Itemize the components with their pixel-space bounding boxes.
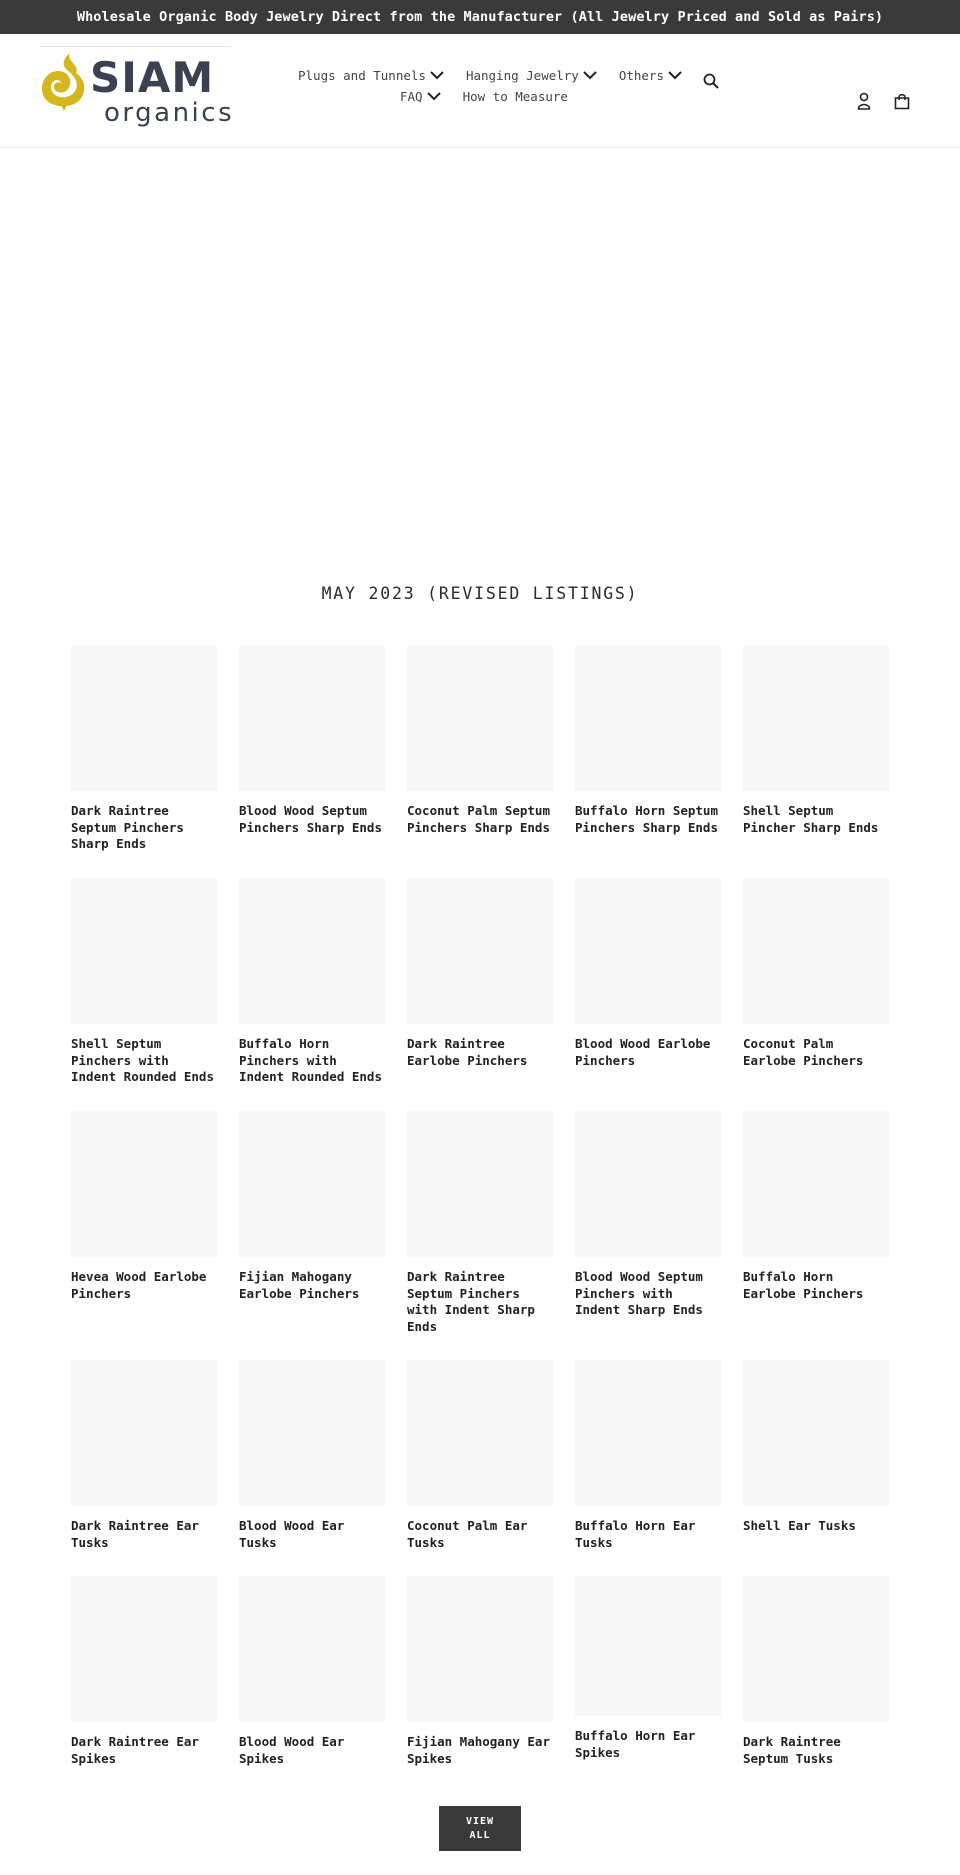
product-title[interactable]: Shell Septum Pinchers with Indent Rounded Ends xyxy=(71,1036,214,1084)
nav-label: Plugs and Tunnels xyxy=(298,68,426,83)
product-image[interactable] xyxy=(407,878,553,1024)
product-image[interactable] xyxy=(743,1111,889,1257)
product-image[interactable] xyxy=(575,1576,721,1716)
product-title[interactable]: Coconut Palm Earlobe Pinchers xyxy=(743,1036,864,1068)
product-image[interactable] xyxy=(71,878,217,1024)
product-title[interactable]: Dark Raintree Ear Tusks xyxy=(71,1518,199,1550)
announcement-text: Wholesale Organic Body Jewelry Direct from the Manufacturer (All Jewelry Priced and Sold as Pairs) xyxy=(76,9,884,25)
product-card[interactable] xyxy=(71,645,217,853)
product-image[interactable] xyxy=(575,878,721,1024)
product-card[interactable] xyxy=(407,1111,553,1335)
product-card[interactable] xyxy=(575,878,721,1069)
product-card[interactable] xyxy=(575,1576,721,1761)
product-title[interactable]: Coconut Palm Septum Pinchers Sharp Ends xyxy=(407,803,550,835)
site-logo[interactable] xyxy=(40,46,235,136)
product-card[interactable] xyxy=(575,645,721,836)
product-image[interactable] xyxy=(71,1576,217,1722)
product-title[interactable]: Blood Wood Ear Tusks xyxy=(239,1518,345,1550)
nav-label: Hanging Jewelry xyxy=(465,68,579,83)
product-card[interactable] xyxy=(743,1360,889,1535)
search-icon xyxy=(703,73,719,89)
product-image[interactable] xyxy=(575,1360,721,1506)
product-title[interactable]: Dark Raintree Earlobe Pinchers xyxy=(407,1036,528,1068)
product-card[interactable] xyxy=(239,1360,385,1551)
product-title[interactable]: Dark Raintree Septum Pinchers Sharp Ends xyxy=(71,803,184,851)
product-image[interactable] xyxy=(239,1360,385,1506)
product-card[interactable] xyxy=(407,878,553,1069)
nav-how-to-measure[interactable] xyxy=(463,89,568,104)
product-card[interactable] xyxy=(71,1576,217,1767)
product-title[interactable]: Fijian Mahogany Earlobe Pinchers xyxy=(239,1269,360,1301)
cart-icon xyxy=(894,93,910,110)
collection-title: MAY 2023 (REVISED LISTINGS) xyxy=(321,584,639,603)
product-card[interactable] xyxy=(575,1111,721,1319)
main-nav-row-2 xyxy=(400,89,590,104)
product-image[interactable] xyxy=(575,645,721,791)
product-card[interactable] xyxy=(743,878,889,1069)
product-image[interactable] xyxy=(71,1111,217,1257)
product-image[interactable] xyxy=(743,645,889,791)
product-image[interactable] xyxy=(239,1576,385,1722)
product-title[interactable]: Coconut Palm Ear Tusks xyxy=(407,1518,528,1550)
nav-label: FAQ xyxy=(400,89,423,104)
product-card[interactable] xyxy=(239,1111,385,1302)
main-nav-row-1 xyxy=(298,68,704,83)
product-card[interactable] xyxy=(239,1576,385,1767)
product-title[interactable]: Blood Wood Ear Spikes xyxy=(239,1734,345,1766)
product-title[interactable]: Buffalo Horn Ear Spikes xyxy=(575,1728,696,1760)
product-title[interactable]: Buffalo Horn Earlobe Pinchers xyxy=(743,1269,864,1301)
product-card[interactable] xyxy=(407,645,553,836)
product-card[interactable] xyxy=(71,1111,217,1302)
nav-plugs-and-tunnels[interactable] xyxy=(298,68,444,83)
product-image[interactable] xyxy=(575,1111,721,1257)
logo-wordmark-organics: organics xyxy=(104,98,235,128)
chevron-down-icon xyxy=(668,71,682,80)
product-title[interactable]: Buffalo Horn Ear Tusks xyxy=(575,1518,696,1550)
product-title[interactable]: Buffalo Horn Pinchers with Indent Rounded Ends xyxy=(239,1036,382,1084)
product-title[interactable]: Blood Wood Septum Pinchers Sharp Ends xyxy=(239,803,382,835)
product-image[interactable] xyxy=(239,645,385,791)
chevron-down-icon xyxy=(583,71,597,80)
product-card[interactable] xyxy=(743,645,889,836)
product-image[interactable] xyxy=(239,878,385,1024)
account-icon xyxy=(857,92,871,110)
leaf-logo-icon xyxy=(40,51,88,111)
view-all-button[interactable]: VIEW ALL xyxy=(439,1806,521,1851)
product-image[interactable] xyxy=(407,1360,553,1506)
nav-faq[interactable] xyxy=(400,89,441,104)
announcement-bar xyxy=(0,0,960,34)
product-image[interactable] xyxy=(407,1576,553,1722)
nav-label: How to Measure xyxy=(462,89,568,104)
product-title[interactable]: Blood Wood Septum Pinchers with Indent Sharp Ends xyxy=(575,1269,703,1317)
product-card[interactable] xyxy=(407,1576,553,1767)
product-title[interactable]: Shell Ear Tusks xyxy=(743,1518,856,1533)
product-title[interactable]: Dark Raintree Septum Pinchers with Indent Sharp Ends xyxy=(407,1269,535,1334)
product-card[interactable] xyxy=(71,878,217,1086)
product-title[interactable]: Dark Raintree Septum Tusks xyxy=(743,1734,841,1766)
product-image[interactable] xyxy=(407,1111,553,1257)
product-image[interactable] xyxy=(407,645,553,791)
product-image[interactable] xyxy=(743,1576,889,1722)
product-title[interactable]: Buffalo Horn Septum Pinchers Sharp Ends xyxy=(575,803,718,835)
search-button[interactable] xyxy=(702,72,720,90)
product-card[interactable] xyxy=(743,1576,889,1767)
product-card[interactable] xyxy=(575,1360,721,1551)
site-header xyxy=(0,34,960,148)
logo-wordmark-siam: SIAM xyxy=(90,53,215,102)
product-card[interactable] xyxy=(239,645,385,836)
product-title[interactable]: Dark Raintree Ear Spikes xyxy=(71,1734,199,1766)
nav-hanging-jewelry[interactable] xyxy=(466,68,597,83)
product-title[interactable]: Hevea Wood Earlobe Pinchers xyxy=(71,1269,207,1301)
product-image[interactable] xyxy=(239,1111,385,1257)
nav-others[interactable] xyxy=(619,68,682,83)
chevron-down-icon xyxy=(427,92,441,101)
account-button[interactable] xyxy=(856,91,872,111)
product-title[interactable]: Fijian Mahogany Ear Spikes xyxy=(407,1734,550,1766)
product-card[interactable] xyxy=(743,1111,889,1302)
product-title[interactable]: Shell Septum Pincher Sharp Ends xyxy=(743,803,879,835)
product-title[interactable]: Blood Wood Earlobe Pinchers xyxy=(575,1036,711,1068)
product-image[interactable] xyxy=(743,1360,889,1506)
nav-label: Others xyxy=(618,68,664,83)
product-image[interactable] xyxy=(743,878,889,1024)
product-card[interactable] xyxy=(407,1360,553,1551)
cart-button[interactable] xyxy=(893,91,911,111)
product-card[interactable] xyxy=(71,1360,217,1551)
product-image[interactable] xyxy=(71,645,217,791)
product-card[interactable] xyxy=(239,878,385,1086)
chevron-down-icon xyxy=(430,71,444,80)
product-image[interactable] xyxy=(71,1360,217,1506)
